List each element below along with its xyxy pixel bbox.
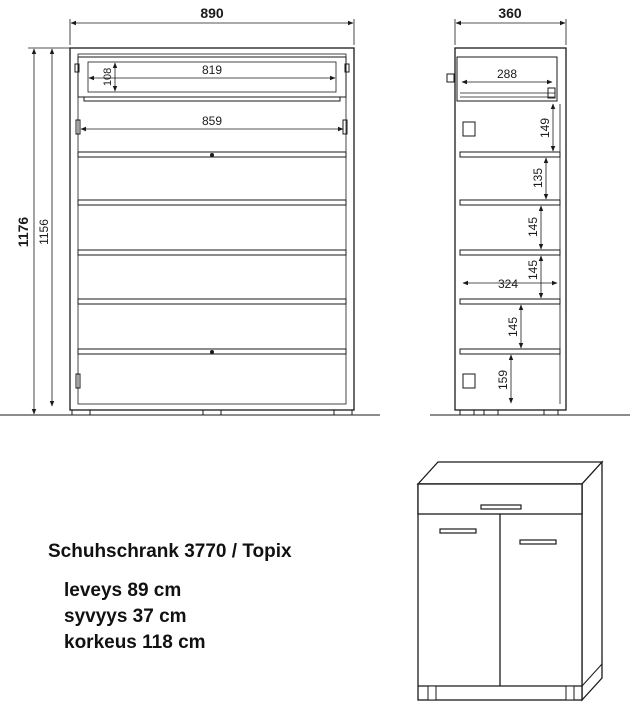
width-label: 890 (200, 5, 224, 21)
side-shelf-1 (460, 152, 560, 157)
product-title: Schuhschrank 3770 / Topix (48, 541, 292, 562)
left-door-handle (440, 529, 476, 533)
spec-width: leveys 89 cm (64, 580, 182, 601)
front-foot-center (203, 410, 221, 415)
side-foot-back (544, 410, 558, 415)
spec-height: korkeus 118 cm (64, 632, 206, 653)
side-shelf-5 (460, 349, 560, 354)
front-cabinet-outline (70, 48, 354, 410)
side-hinge-top (463, 122, 475, 136)
spacing-label-4: 145 (526, 259, 540, 281)
depth-label: 360 (498, 5, 522, 21)
shelf-depth-label: 324 (497, 277, 519, 291)
front-shelf-pin-bottom (210, 350, 214, 354)
side-shelf-4 (460, 299, 560, 304)
side-shelf-3 (460, 250, 560, 255)
front-drawer-runner (84, 97, 340, 101)
drawer-handle-side (447, 74, 454, 82)
front-shelf-2 (78, 200, 346, 205)
drawer-handle (481, 505, 521, 509)
spacing-label-6: 159 (496, 369, 510, 391)
front-foot-left (72, 410, 90, 415)
side-hinge-bottom (463, 374, 475, 388)
height-outer-label: 1176 (15, 216, 31, 248)
spacing-label-5: 145 (506, 316, 520, 338)
drawer-width-label: 819 (201, 63, 223, 77)
spacing-label-3: 145 (526, 216, 540, 238)
cabinet-foot-left (428, 686, 436, 700)
spec-depth: syvyys 37 cm (64, 606, 187, 627)
cabinet-foot-right (566, 686, 574, 700)
side-shelf-2 (460, 200, 560, 205)
spacing-label-2: 135 (531, 167, 545, 189)
front-shelf-pin-top (210, 153, 214, 157)
side-cabinet-outline (455, 48, 566, 410)
front-view (0, 5, 380, 415)
front-shelf-3 (78, 250, 346, 255)
right-door-handle (520, 540, 556, 544)
shelf-width-label: 859 (201, 114, 223, 128)
side-view (430, 5, 630, 415)
cabinet-top (418, 462, 602, 484)
spacing-label-1: 149 (538, 117, 552, 139)
drawer-height-label: 108 (102, 67, 114, 87)
drawer-depth-label: 288 (496, 67, 518, 81)
side-foot-center (484, 410, 498, 415)
height-inner-label: 1156 (37, 219, 51, 245)
cabinet-side (582, 462, 602, 700)
front-foot-right (334, 410, 352, 415)
front-shelf-4 (78, 299, 346, 304)
cabinet-perspective-illustration (418, 462, 602, 700)
side-foot-front (460, 410, 474, 415)
